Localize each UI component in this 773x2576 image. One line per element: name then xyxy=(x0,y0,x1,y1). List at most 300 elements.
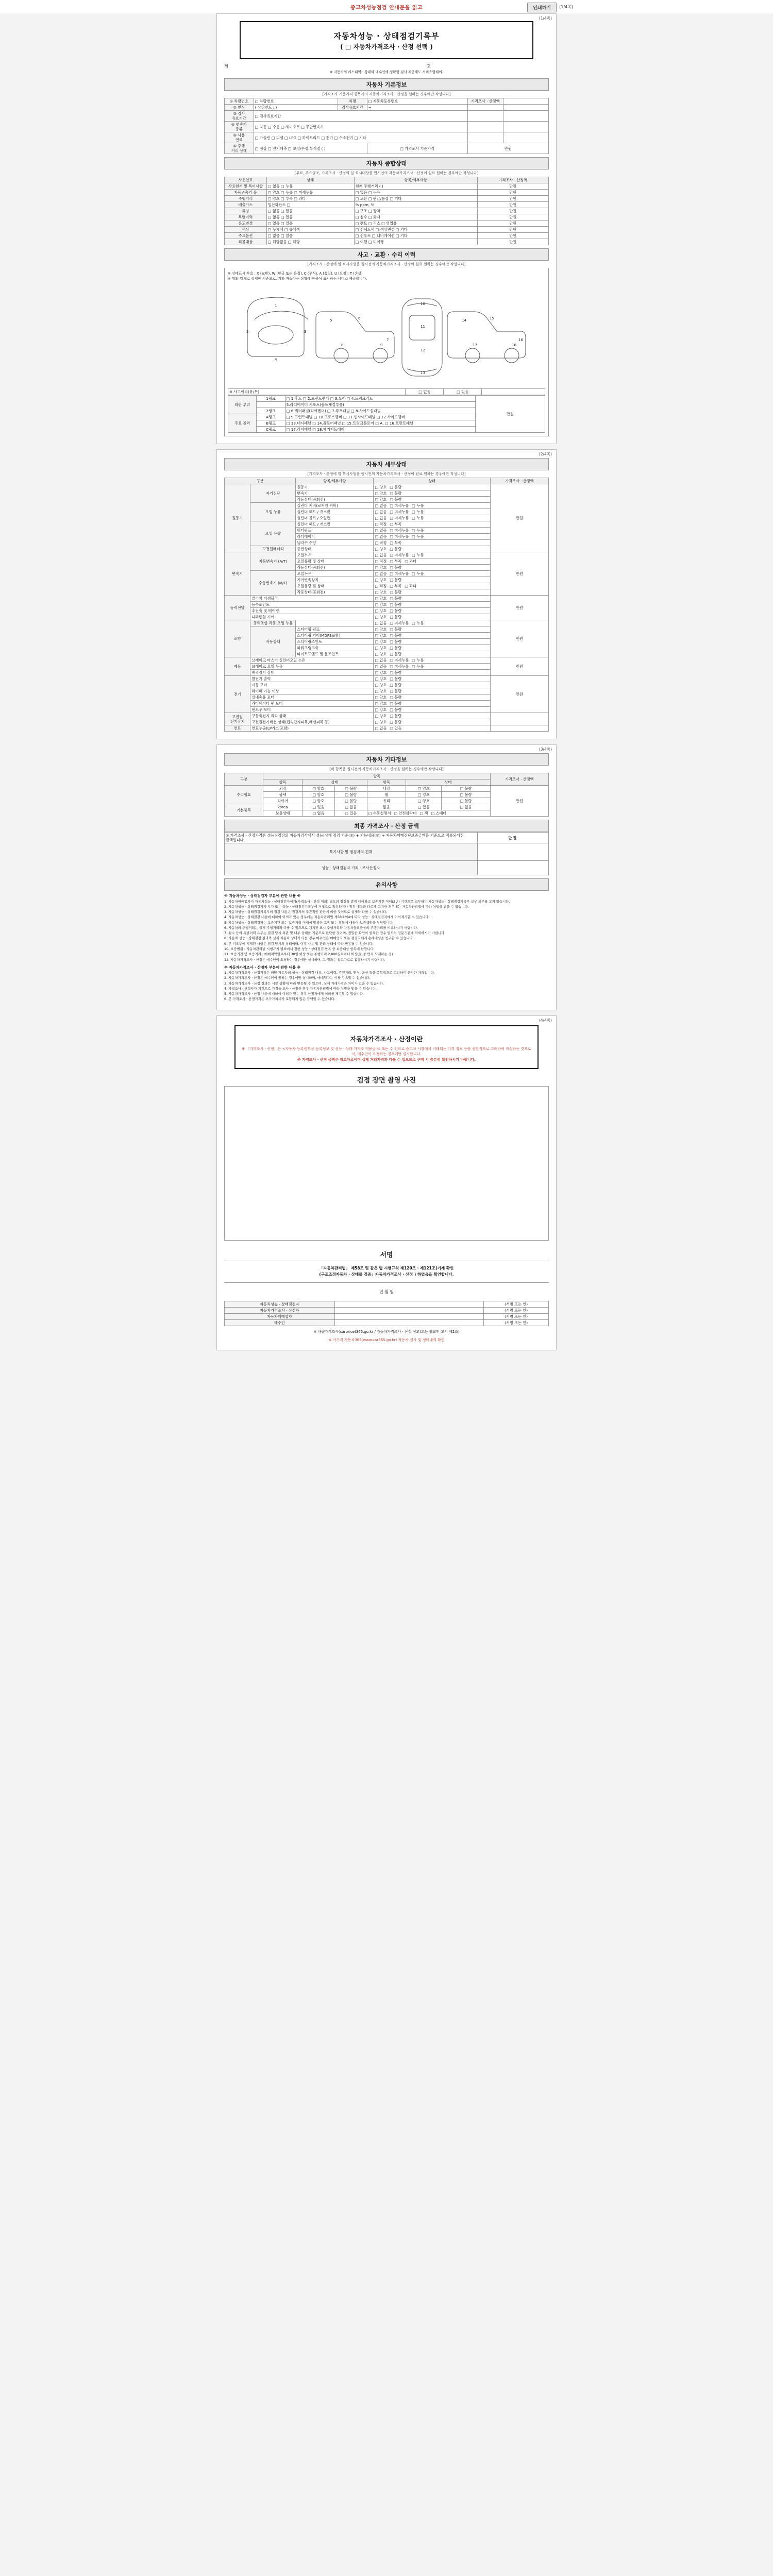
item-label: 오일누유 xyxy=(296,552,374,558)
caution-item: 4. 가격조사 · 산정자가 거짓으로 가격을 조사 · 산정한 경우 자동차관리법에 따라 처벌을 받을 수 있습니다. xyxy=(224,986,377,991)
state-b[interactable]: □ 없음 xyxy=(334,804,367,810)
table-row xyxy=(225,713,549,719)
row-value-2: □ 가격조사 기준가격 xyxy=(367,143,467,154)
section-detail: 자동차 세부상태 xyxy=(224,458,549,470)
sig-name-field[interactable] xyxy=(334,1307,483,1313)
state-cell[interactable]: □ 양호 □ 부족 □ 과다 xyxy=(266,196,354,202)
state-cell[interactable]: □ 양호 □ 누유 □ 미세누유 xyxy=(266,190,354,196)
svg-text:15: 15 xyxy=(490,316,494,321)
state-cell[interactable]: □ 없음 □ 미세누유 □ 누유 xyxy=(374,657,490,664)
state-a[interactable]: □ 양호 xyxy=(302,792,334,798)
state-cell[interactable]: □ 없음 □ 있음 xyxy=(266,214,354,221)
top-notice-text: 중고차성능점검 안내문을 읽고 xyxy=(350,5,423,11)
parts-list[interactable]: □ 17.리어패널 □ 18.패키지트레이 xyxy=(285,427,475,433)
rank-label: B랭크 xyxy=(257,420,285,427)
state-cell[interactable]: □ 양호 □ 불량 xyxy=(374,713,490,719)
item-label: 변속기 xyxy=(296,490,374,497)
table-row xyxy=(225,1301,549,1307)
row-value[interactable]: ( 상위연도 : ) xyxy=(254,105,338,111)
item-label: 타이로드엔드 및 볼조인트 xyxy=(296,651,374,657)
state-cell[interactable]: □ 해당없음 □ 해당 xyxy=(266,239,354,245)
state-cell[interactable]: □ 양호 □ 불량 xyxy=(374,626,490,633)
accident-none-checkbox[interactable]: □ 없음 xyxy=(406,389,444,395)
price-cell[interactable] xyxy=(467,122,503,132)
row-value[interactable]: □ 차량번호 xyxy=(254,98,338,105)
price-cell-2[interactable] xyxy=(503,111,548,122)
accident-result-label: ※ 사고이력(유/무) xyxy=(228,389,406,395)
table-row xyxy=(225,196,549,202)
title-box xyxy=(240,21,533,59)
state-cell[interactable]: □ 양호 □ 불량 xyxy=(374,608,490,614)
caution-item: 2. 자동차성능 · 상태점검자가 부가 또는 성능 · 상태점검기록부에 거짓으로 작성하거나 점검 내용과 다르게 고지한 경우에는 자동차관리법에 따라 처벌을 받을 수 있습니다. xyxy=(224,904,469,909)
accident-price[interactable] xyxy=(481,389,545,395)
item-label: 발전기 출력 xyxy=(250,676,374,682)
photo-placeholder[interactable] xyxy=(224,1086,549,1241)
svg-text:12: 12 xyxy=(421,348,425,353)
item-label: 외장 xyxy=(263,786,302,792)
item-label: 스티어링조인트 xyxy=(296,639,374,645)
caution-group1-title: ※ 자동차성능 · 상태점검자 부분에 관한 내용 ※ xyxy=(224,894,301,899)
state-cell[interactable]: 일산화탄소 □ xyxy=(266,202,354,208)
sig-stamp[interactable]: (서명 또는 인) xyxy=(484,1313,549,1319)
remarks-value[interactable] xyxy=(477,843,548,861)
page-mark-2: (2/4쪽) xyxy=(539,452,552,457)
state-cell[interactable]: □ 없음 □ 미세누유 □ 누유 xyxy=(374,664,490,670)
price-cell-2[interactable] xyxy=(503,105,548,111)
sub-header-item-2: 항목 xyxy=(367,779,406,786)
section-signature: 서명 xyxy=(380,1251,393,1260)
detail-cell[interactable]: □ 이행 □ 미이행 xyxy=(354,239,477,245)
state-cell[interactable]: □ 양호 □ 불량 xyxy=(374,497,490,503)
state-cell[interactable]: □ 양호 □ 불량 xyxy=(374,707,490,713)
caution-item: 5. 자동차성능 · 상태점검자는 보증기간 또는 보증거리 이내에 발생한 고장 또는 결함에 대하여 보증책임을 부담합니다. xyxy=(224,920,394,925)
state-cell[interactable]: □ 없음 □ 미세누유 □ 누유 xyxy=(374,534,490,540)
col-header-0: 구분 xyxy=(225,773,263,786)
declare-no-label: 제 xyxy=(224,64,228,69)
detail-cell[interactable]: 현재 주행거리 ( ) xyxy=(354,183,477,190)
item-label: 작동상태(공회전) xyxy=(296,497,374,503)
state-cell[interactable]: □ 없음 □ 미세누유 □ 누유 xyxy=(374,515,490,521)
state-b[interactable]: □ 불량 xyxy=(334,798,367,804)
state-cell[interactable]: □ 양호 □ 불량 xyxy=(374,546,490,552)
inspector-label: 성능 · 상태점검자 가격 · 조사산정자 xyxy=(225,861,478,875)
item-label: 고전원전기배선 상태(접속단자피복,배선피복 등) xyxy=(250,719,374,725)
detail-cell[interactable]: □ 교환 □ 판금/용접 □ 기타 xyxy=(354,196,477,202)
state-a[interactable]: □ 양호 xyxy=(302,798,334,804)
state-cell[interactable]: □ 양호 □ 불량 xyxy=(374,577,490,583)
sig-stamp[interactable]: (서명 또는 인) xyxy=(484,1307,549,1313)
table-header-row xyxy=(225,478,549,484)
caution-item: 3. 자동차가격조사 · 산정 결과는 시장 상황에 따라 변동될 수 있으며, 실제 거래가격과 차이가 있을 수 있습니다. xyxy=(224,981,384,986)
caution-item: 2. 자동차가격조사 · 산정은 매수인이 원하는 경우에만 실시하며, 매매업자는 이를 강요할 수 없습니다. xyxy=(224,976,371,980)
state-cell[interactable]: □ 양호 □ 불량 xyxy=(374,639,490,645)
price-cell[interactable] xyxy=(490,713,548,725)
final-price-line2: 금액입니다. xyxy=(226,838,245,843)
table-row xyxy=(225,105,549,111)
state-cell[interactable]: □ 적정 □ 부족 xyxy=(374,540,490,546)
section-accident: 사고 · 교환 · 수리 이력 xyxy=(224,248,549,261)
svg-text:4: 4 xyxy=(275,358,277,362)
item-label-2: 내장 xyxy=(367,786,406,792)
diagram-legend xyxy=(228,271,545,281)
state-cell[interactable]: □ 양호 □ 불량 xyxy=(374,694,490,701)
price-cell[interactable]: 만원 xyxy=(477,221,548,227)
item-label: 실린더 커버(로커암 커버) xyxy=(296,503,374,509)
top-bar xyxy=(0,0,773,13)
caution-item: 12. 자동차가격조사 · 산정은 매수인이 요청하는 경우에만 실시하며, 그 결과는 참고자료로 활용하시기 바랍니다. xyxy=(224,957,385,962)
item-label: 라디에이터 xyxy=(296,534,374,540)
print-button[interactable]: 인쇄하기 xyxy=(527,3,557,12)
item-label-2: 없음 xyxy=(367,804,406,810)
state-cell[interactable]: □ 양호 □ 불량 xyxy=(374,565,490,571)
basic-note: [가격조사 기준가격 항목시의 자동차가격조사 · 산정을 원하는 경우에만 작성니다] xyxy=(322,92,451,96)
item-label: 작동상태(공회전) xyxy=(296,589,374,596)
state-b[interactable]: □ 불량 xyxy=(334,786,367,792)
row-label: 용도변경 xyxy=(225,221,267,227)
row-value[interactable]: □ 정상 □ 진기계측 □ 보정/수정 부적절 ( ) xyxy=(254,143,367,154)
price-cell[interactable]: 만원 xyxy=(490,657,548,676)
state-cell[interactable]: □ 없음 □ 미세누유 □ 누유 xyxy=(374,503,490,509)
col-header-1: 항목 xyxy=(263,773,490,779)
section-label-fuel: 연료 xyxy=(225,725,250,732)
caution-item: 9. 본 기록부에 기재된 사항은 점검 당시의 상태이며, 이후 사용 및 관리 상태에 따라 변동될 수 있습니다. xyxy=(224,941,374,946)
page-title: 자동차성능 · 상태점검기록부 xyxy=(333,31,440,41)
state-d[interactable]: □ 불량 xyxy=(442,786,490,792)
state-a[interactable]: □ 양호 xyxy=(302,786,334,792)
car-diagram-svg xyxy=(232,283,541,384)
price-cell[interactable]: 만원 xyxy=(477,227,548,233)
table-row xyxy=(225,1319,549,1326)
state-cell[interactable]: □ 없음 □ 있음 xyxy=(266,208,354,214)
caution-body xyxy=(224,893,549,1002)
state-cell[interactable]: □ 양호 □ 불량 xyxy=(374,701,490,707)
detail-cell[interactable]: □ 없음 □ 누유 xyxy=(354,190,477,196)
item-label: 실린더 헤드 / 개스킷 xyxy=(296,509,374,515)
price-cell[interactable]: 만원 xyxy=(490,620,548,657)
row-value-2[interactable]: ~ xyxy=(367,105,467,111)
item-label: korea xyxy=(263,804,302,810)
state-cell[interactable]: □ 없음 □ 미세누유 □ 누유 xyxy=(374,528,490,534)
sig-role: 자동차성능 · 상태점검자 xyxy=(225,1301,335,1307)
overall-note: [무료, 주요골조, 가격조사 · 산정의 일 찍시대상을 원시전의 자동차가격조사 · 산정이 원료 원하는 경우에만 작성니다] xyxy=(294,171,479,175)
page-mark-4: (4/4쪽) xyxy=(539,1018,552,1023)
state-cell[interactable]: □ 양호 □ 불량 xyxy=(374,633,490,639)
table-row xyxy=(225,190,549,196)
table-row xyxy=(225,676,549,682)
sub-header-state-2: 상태 xyxy=(406,779,491,786)
accident-price-total[interactable]: 만원 xyxy=(475,396,545,433)
parts-list[interactable]: □ 1.후드 □ 2.프런트펜더 □ 3.도어 □ 4.트렁크리드 xyxy=(285,396,475,402)
section-final-price: 최종 가격조사 · 산정 금액 xyxy=(224,820,549,832)
parts-list[interactable]: 5.라디에이터 서포트(볼트체결부품) xyxy=(285,402,475,408)
table-row xyxy=(225,183,549,190)
table-row xyxy=(225,833,549,843)
state-cell[interactable]: □ 없음 □ 있음 xyxy=(266,221,354,227)
detail-cell[interactable]: % ppm, % xyxy=(354,202,477,208)
price-cell[interactable]: 만원 xyxy=(477,202,548,208)
section-photo: 검점 장면 촬영 사진 xyxy=(357,1077,416,1085)
accessory-list[interactable]: □ 수동설명서 □ 안전삼각대 □ 잭 □ 스패너 xyxy=(367,810,490,817)
state-cell[interactable]: □ 양호 □ 불량 xyxy=(374,651,490,657)
table-row xyxy=(225,221,549,227)
price-cell-2[interactable] xyxy=(503,132,548,143)
row-label: 자동변속기 유 xyxy=(225,190,267,196)
table-row xyxy=(225,122,549,132)
table-row xyxy=(225,1307,549,1313)
state-c[interactable]: □ 있음 xyxy=(406,804,442,810)
state-d[interactable]: □ 없음 xyxy=(442,804,490,810)
price-cell[interactable]: 만원 xyxy=(490,676,548,713)
price-cell[interactable] xyxy=(503,98,548,105)
price-cell[interactable]: 만원 xyxy=(477,196,548,202)
row-value[interactable]: □ 가솔린 □ 디젤 □ LPG □ 하이브리드 □ 전기 □ 수소전기 □ 기타 xyxy=(254,132,467,143)
sub-label: 고전원배터리 xyxy=(250,546,296,552)
price-cell[interactable] xyxy=(467,105,503,111)
item-label xyxy=(296,620,374,626)
price-cell[interactable]: 만원 xyxy=(477,233,548,239)
svg-text:5: 5 xyxy=(330,318,332,323)
section-label-engine: 원동기 xyxy=(225,484,250,552)
price-cell[interactable]: 만원 xyxy=(477,239,548,245)
detail-cell[interactable]: □ 침수 □ 화재 xyxy=(354,214,477,221)
item-label-2: 유리 xyxy=(367,798,406,804)
row-label: ① 차량번호 xyxy=(225,98,254,105)
state-cell[interactable]: □ 양호 □ 불량 xyxy=(374,484,490,490)
state-cell[interactable]: □ 양호 □ 불량 xyxy=(374,490,490,497)
sheet-page-4 xyxy=(216,1015,557,1350)
row-label: ③ 검사 유효기간 xyxy=(225,111,254,122)
state-cell[interactable]: □ 양호 □ 불량 xyxy=(374,614,490,620)
item-label: 워터펌프 xyxy=(296,528,374,534)
sub-label: 수동변속기 (M/T) xyxy=(250,571,296,596)
table-row xyxy=(225,132,549,143)
state-cell[interactable]: □ 양호 □ 불량 xyxy=(374,645,490,651)
state-cell[interactable]: □ 양호 □ 불량 xyxy=(374,688,490,694)
state-b[interactable]: □ 있음 xyxy=(334,810,367,817)
inspector-value[interactable] xyxy=(477,861,548,875)
svg-text:3: 3 xyxy=(304,330,307,334)
state-c[interactable]: □ 양호 xyxy=(406,786,442,792)
section-label-driveline: 동력전달 xyxy=(225,596,250,620)
price-cell[interactable]: 만원 xyxy=(477,214,548,221)
accident-yes-checkbox[interactable]: □ 있음 xyxy=(444,389,482,395)
state-b[interactable]: □ 불량 xyxy=(334,792,367,798)
detail-cell[interactable]: □ 선루프 □ 내비게이션 □ 기타 xyxy=(354,233,477,239)
parts-list[interactable]: □ 6.쿼터패널(리어펜더) □ 7.루프패널 □ 8.사이드실패널 xyxy=(285,408,475,414)
svg-text:13: 13 xyxy=(421,371,425,376)
state-a[interactable]: □ 없음 xyxy=(302,810,334,817)
price-cell[interactable]: 만원 xyxy=(490,786,548,817)
state-cell[interactable]: □ 양호 □ 불량 xyxy=(374,670,490,676)
detail-cell[interactable]: □ 렌트 □ 리스 □ 영업용 xyxy=(354,221,477,227)
row-label: ② 연식 xyxy=(225,105,254,111)
col-header-0: 구분 xyxy=(225,478,296,484)
svg-text:1: 1 xyxy=(275,304,277,309)
svg-text:2: 2 xyxy=(246,330,249,334)
detail-table-body xyxy=(225,484,549,732)
signature-date[interactable]: 년 월 일 xyxy=(379,1289,394,1294)
svg-text:7: 7 xyxy=(386,338,389,343)
state-c[interactable]: □ 양호 xyxy=(406,792,442,798)
caution-item: 10. 보증범위 : 자동차관리법 시행규칙 별표에서 정한 성능 · 상태점검 항목 중 보증대상 항목에 한합니다. xyxy=(224,947,375,952)
rank-label xyxy=(257,402,285,408)
item-label: 브레이크 마스터 실린더오일 누유 xyxy=(250,657,374,664)
page-subtitle: ( □ 자동차가격조사 · 산정 선택 ) xyxy=(340,43,433,50)
state-cell[interactable]: □ 양호 □ 불량 xyxy=(374,602,490,608)
other-info-table xyxy=(224,773,549,817)
sub-header-item: 항목 xyxy=(263,779,302,786)
row-label: ⑥ 주행 거리 상태 xyxy=(225,143,254,154)
state-c[interactable]: □ 양호 xyxy=(406,798,442,804)
detail-cell[interactable]: □ 전체도색 □ 색상변경 □ 기타 xyxy=(354,227,477,233)
state-cell[interactable]: □ 없음 □ 미세누유 □ 누유 xyxy=(374,571,490,577)
diagram-box xyxy=(224,268,549,436)
caution-group2-title: ※ 자동차가격조사 · 산정자 부분에 관한 내용 ※ xyxy=(224,965,301,970)
accident-result-table xyxy=(228,388,545,395)
price-cell[interactable]: 만원 xyxy=(477,190,548,196)
col-header-3: 가격조사 · 산정액 xyxy=(490,773,548,786)
price-notice-box xyxy=(234,1025,539,1069)
table-header-row xyxy=(225,177,549,183)
detail-cell[interactable]: □ 구조 □ 장치 xyxy=(354,208,477,214)
row-label-repair: 수리필요 xyxy=(225,786,263,804)
price-cell[interactable]: 만원 xyxy=(477,183,548,190)
parts-list[interactable]: □ 9.프런트패널 □ 10.크로스멤버 □ 11.인사이드패널 □ 12.사이드멤버 xyxy=(285,414,475,420)
state-cell[interactable]: □ 적정 □ 부족 xyxy=(374,521,490,528)
sub-label: 동력조향 작동 오일 누유 xyxy=(250,620,296,626)
signature-line2: (구조조정자동차 · 상태를 검증」자동차가격조사 · 산정 ) 하였음을 확인합니다. xyxy=(319,1272,454,1277)
state-cell[interactable]: □ 양호 □ 불량 xyxy=(374,676,490,682)
caution-item: 6. 자동차의 주행거리는 실제 주행거리와 다를 수 있으므로 계기판 표시 주행거리와 자동차등록증상의 주행거리를 비교하시기 바랍니다. xyxy=(224,925,418,930)
state-cell[interactable]: □ 양호 □ 불량 xyxy=(374,589,490,596)
sub-label: 오일 누유 xyxy=(250,503,296,521)
item-label: 오일누유 xyxy=(296,571,374,577)
declaration-line xyxy=(224,63,549,74)
final-price-amount[interactable]: 만원 xyxy=(477,833,548,843)
state-cell[interactable]: □ 없음 □ 있음 xyxy=(374,725,490,732)
section-label-hv: 고전원 전기장치 xyxy=(225,713,250,725)
basic-info-table xyxy=(224,98,549,154)
final-price-note xyxy=(225,833,478,843)
table-row xyxy=(225,98,549,105)
table-row xyxy=(225,208,549,214)
sig-stamp[interactable]: (서명 또는 인) xyxy=(484,1319,549,1326)
item-label: 시동 모터 xyxy=(250,682,374,688)
state-cell[interactable]: □ 없음 □ 미세누유 □ 누유 xyxy=(374,552,490,558)
col-header-2: 항목/세부사항 xyxy=(354,177,477,183)
caution-item: 3. 자동차성능 · 상태점검기록부의 점검 내용은 점검자의 주관적인 판단에 의한 것이므로 실제와 다를 수 있습니다. xyxy=(224,910,388,914)
sig-stamp[interactable]: (서명 또는 인) xyxy=(484,1301,549,1307)
state-cell[interactable]: □ 없음 □ 미세누유 □ 누유 xyxy=(374,620,490,626)
state-cell[interactable]: □ 없음 □ 누유 xyxy=(266,183,354,190)
svg-text:9: 9 xyxy=(380,343,383,348)
col-header-1: 항목/세부사항 xyxy=(296,478,374,484)
item-label: 디퍼렌셜 기어 xyxy=(250,614,374,620)
state-d[interactable]: □ 불량 xyxy=(442,792,490,798)
section-label-electric: 전기 xyxy=(225,676,250,713)
item-label: 오일유량 및 상태 xyxy=(296,583,374,589)
table-row xyxy=(225,1313,549,1319)
price-cell[interactable]: 만원 xyxy=(490,596,548,620)
rank-label: 1랭크 xyxy=(257,396,285,402)
state-cell[interactable]: □ 양호 □ 불량 xyxy=(374,682,490,688)
state-cell[interactable]: □ 무채색 □ 유채색 xyxy=(266,227,354,233)
sig-name-field[interactable] xyxy=(334,1313,483,1319)
table-row xyxy=(225,484,549,490)
state-cell[interactable]: □ 없음 □ 있음 xyxy=(266,233,354,239)
final-price-line1: ① 가격조사 · 산정가격은 성능점검장의 자동차검사에서 성능(상태 점검 기준(②) + 기능내용(③) + 자동차매매진단보증금액을 기준으로 적용되어진 xyxy=(226,833,464,838)
section-label-transmission: 변속기 xyxy=(225,552,250,596)
item-label: 스티어링 기어(MDPS포함) xyxy=(296,633,374,639)
row-label: 주요옵션 xyxy=(225,233,267,239)
state-a[interactable]: □ 있음 xyxy=(302,804,334,810)
state-cell[interactable]: □ 적정 □ 부족 □ 과다 xyxy=(374,583,490,589)
section-other: 자동차 기타정보 xyxy=(224,753,549,766)
svg-text:17: 17 xyxy=(473,343,477,348)
overall-table xyxy=(224,177,549,245)
state-cell[interactable]: □ 양호 □ 불량 xyxy=(374,719,490,725)
price-cell[interactable]: 만원 xyxy=(467,143,548,154)
svg-text:11: 11 xyxy=(421,325,425,329)
table-row xyxy=(225,861,549,875)
caution-item: 8. 자동차 성능 · 상태점검 결과와 실제 자동차 상태가 다를 경우 매수인은 매매업자 또는 점검자에게 손해배상을 청구할 수 있습니다. xyxy=(224,936,414,941)
signature-table xyxy=(224,1301,549,1326)
caution-item: 7. 침수 등의 특별이력 유무는 점검 당시 외관 및 내부 상태를 기준으로 판단한 것이며, 정밀한 확인이 필요한 경우 별도의 전문기관에 의뢰하시기 바랍니다. xyxy=(224,931,446,936)
row-value[interactable]: □ 검사유효기간 xyxy=(254,111,467,122)
caution-item: 1. 자동차가격조사 · 산정가격은 해당 자동차의 성능 · 상태점검 내용, 사고이력, 주행거리, 연식, 옵션 등을 종합적으로 고려하여 산정한 가격입니다. xyxy=(224,971,435,975)
price-cell[interactable]: 만원 xyxy=(490,484,548,552)
state-d[interactable]: □ 불량 xyxy=(442,798,490,804)
sig-name-field[interactable] xyxy=(334,1301,483,1307)
page-mark-1: (1/4쪽) xyxy=(539,16,552,21)
item-label: 원동기 xyxy=(296,484,374,490)
col-header-3: 가격조사 · 산정액 xyxy=(477,177,548,183)
price-cell[interactable]: 만원 xyxy=(477,208,548,214)
price-cell-2[interactable] xyxy=(503,122,548,132)
item-label: 실내송풍 모터 xyxy=(250,694,374,701)
col-header-3: 가격조사 · 산정액 xyxy=(490,478,548,484)
price-cell[interactable]: 만원 xyxy=(490,552,548,596)
col-header-2: 상태 xyxy=(374,478,490,484)
section-label-brake: 제동 xyxy=(225,657,250,676)
page-mark-3: (3/4쪽) xyxy=(539,747,552,752)
row-label: 특별이력 xyxy=(225,214,267,221)
parts-list[interactable]: □ 13.대시패널 □ 14.플로어패널 □ 15.트렁크플로어 □ A, □ 16.프런트패널 xyxy=(285,420,475,427)
state-cell[interactable]: □ 적정 □ 부족 □ 과다 xyxy=(374,558,490,565)
item-label: 타이어 xyxy=(263,798,302,804)
price-cell[interactable] xyxy=(490,725,548,732)
section-caution: 유의사항 xyxy=(224,878,549,891)
declare-text: ※ 자동차의 리스내역 · 상태와 매수인에 정확한 검사 제공해도 서비스업체이. xyxy=(330,70,443,74)
row-value[interactable]: □ 자동 □ 수동 □ 세미오토 □ 무단변속기 xyxy=(254,122,467,132)
rank-label: C랭크 xyxy=(257,427,285,433)
page-indicator: (1/4쪽) xyxy=(559,5,573,9)
sig-role: 자동차매매업자 xyxy=(225,1313,335,1319)
state-cell[interactable]: □ 없음 □ 미세누유 □ 누유 xyxy=(374,509,490,515)
table-row xyxy=(228,389,545,395)
table-row xyxy=(225,239,549,245)
row-label: 주행거리 xyxy=(225,196,267,202)
sheet-page-1 xyxy=(216,13,557,444)
car-diagram[interactable] xyxy=(228,283,545,386)
price-cell[interactable] xyxy=(467,132,503,143)
row-value-2[interactable]: □ 자동차등록번호 xyxy=(367,98,467,105)
state-cell[interactable]: □ 양호 □ 불량 xyxy=(374,596,490,602)
item-label: 등속조인트 xyxy=(250,602,374,608)
legend-line-2: ※ 위와 일체로 상세한 기준으로, 기타 자동차는 상황에 한하여 표시하는 서비스 제공합니다. xyxy=(228,277,367,281)
price-cell[interactable] xyxy=(467,111,503,122)
sig-name-field[interactable] xyxy=(334,1319,483,1326)
